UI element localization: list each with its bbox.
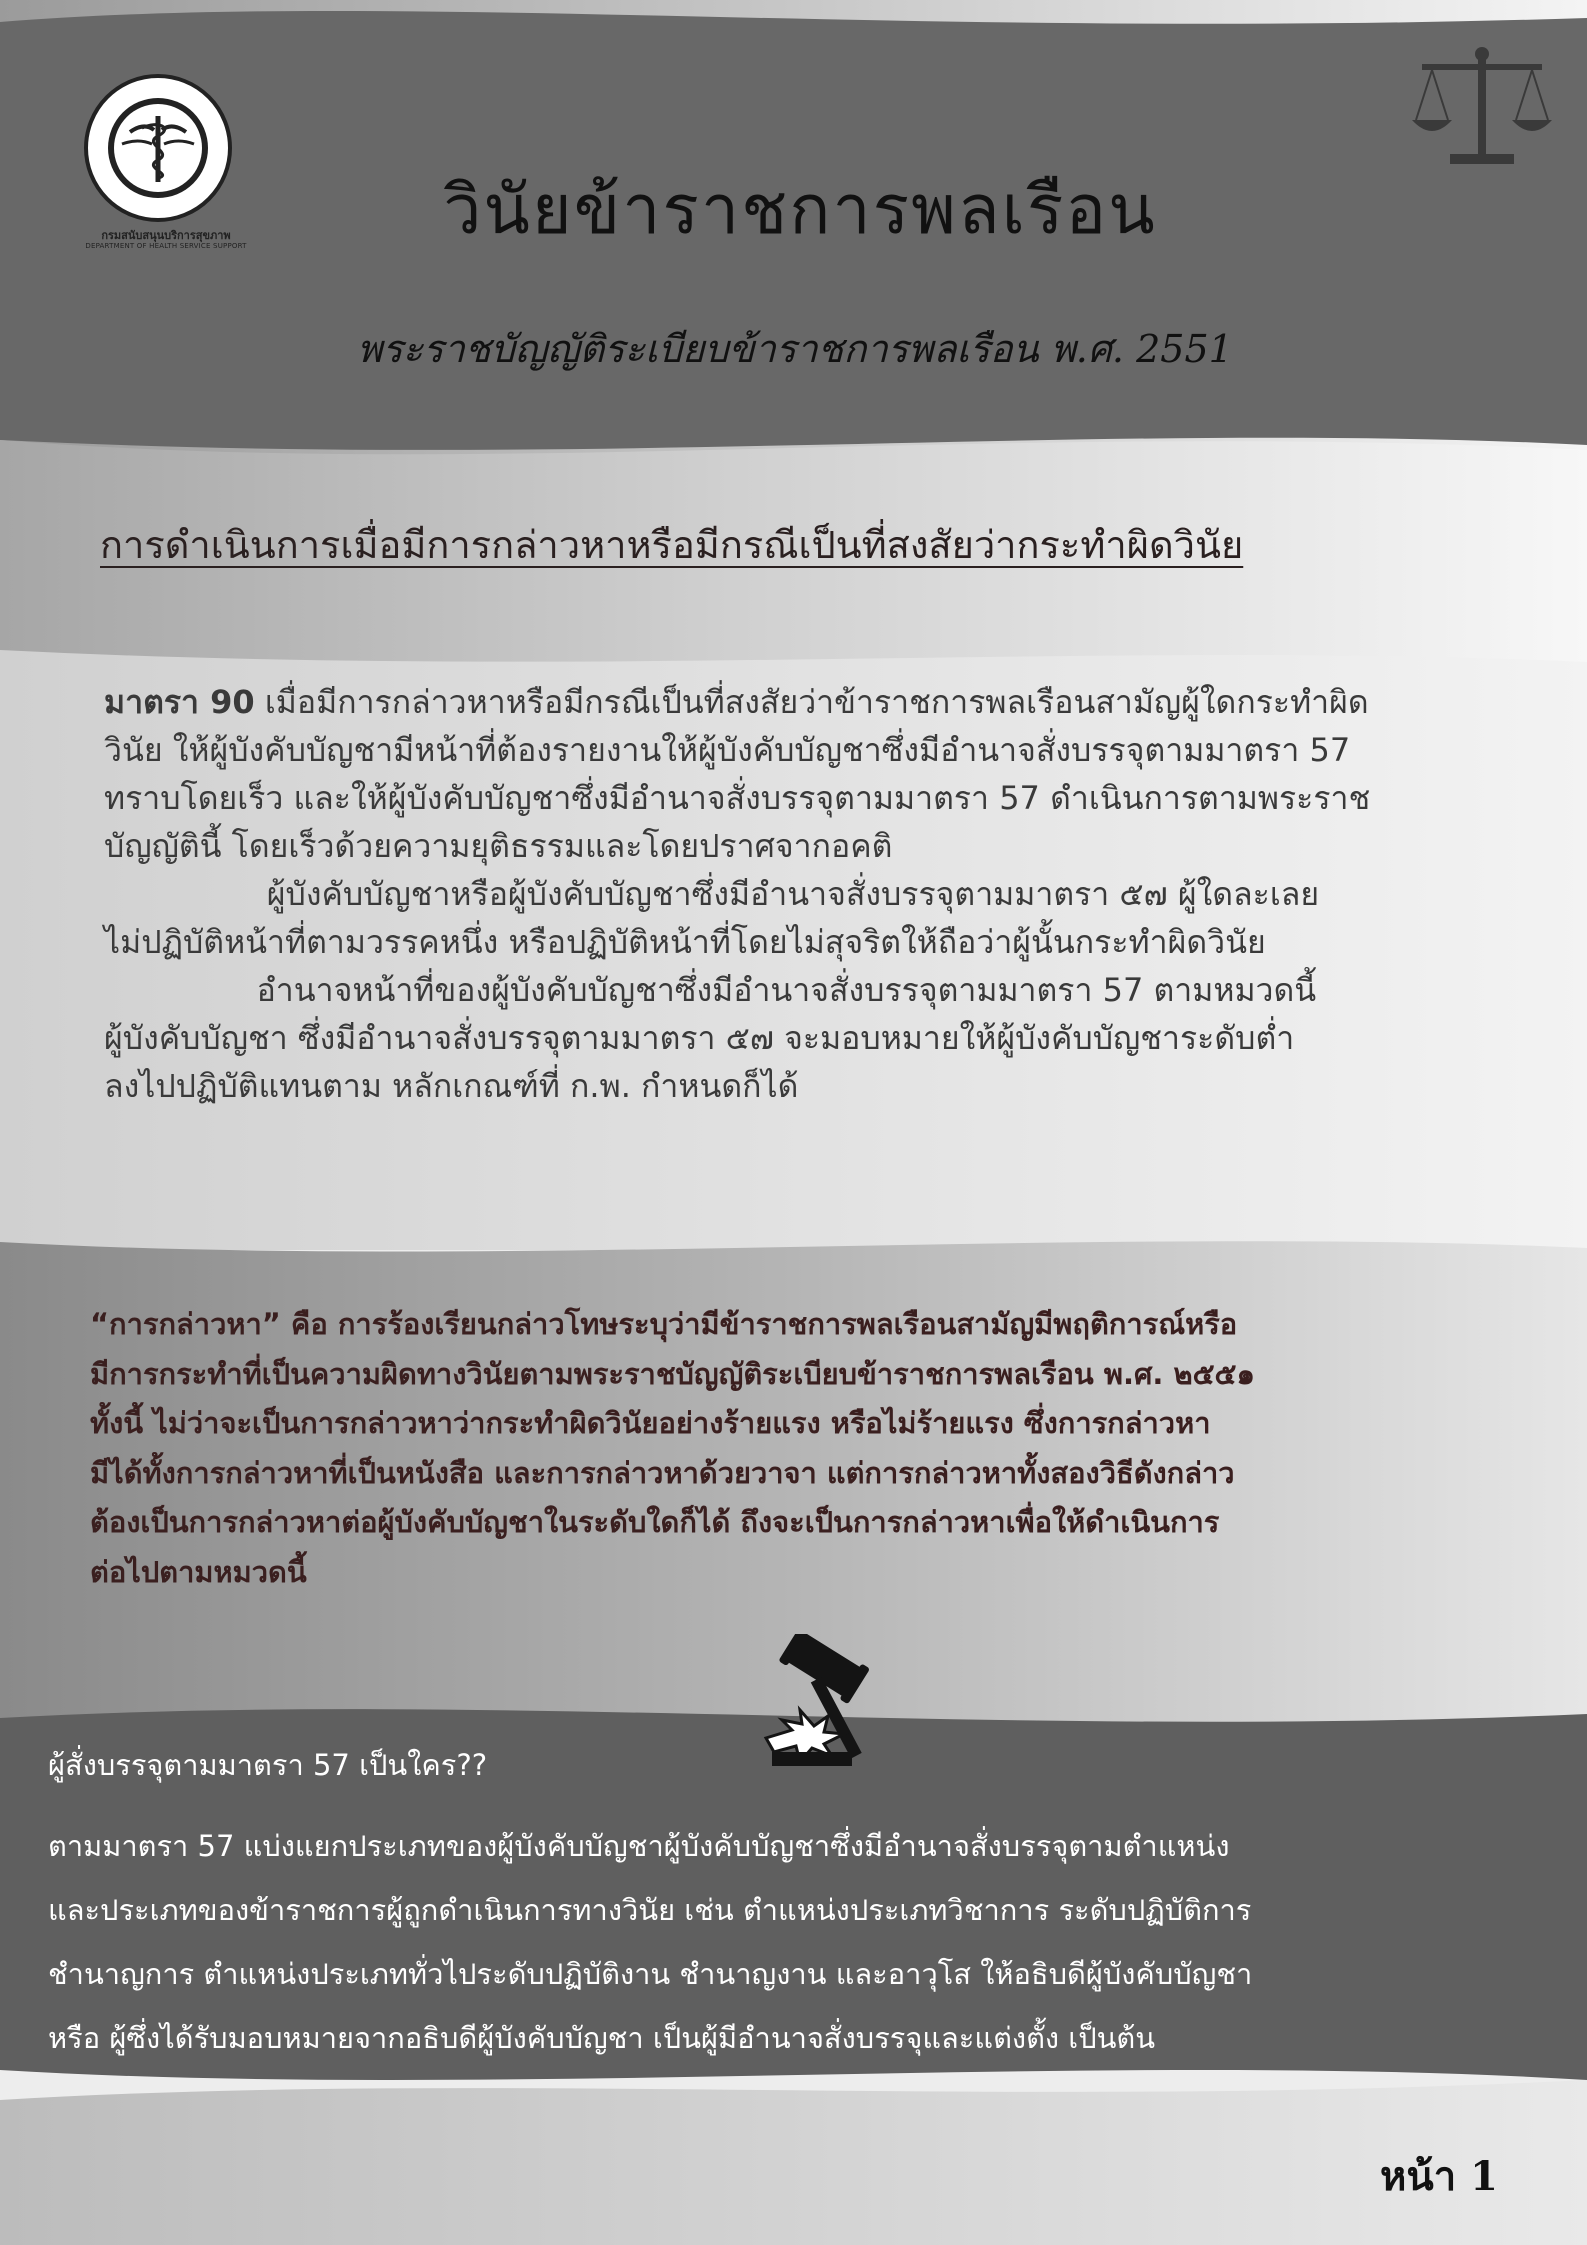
article-line: ผู้บังคับบัญชา ซึ่งมีอำนาจสั่งบรรจุตามมาตรา ๕๗ จะมอบหมายให้ผู้บังคับบัญชาระดับต่ำ	[104, 1019, 1295, 1057]
page-title: วินัยข้าราชการพลเรือน	[443, 171, 1157, 250]
authority-line: ตามมาตรา 57 แบ่งแยกประเภทของผู้บังคับบัญชาผู้บังคับบัญชาซึ่งมีอำนาจสั่งบรรจุตามตำแหน่ง	[48, 1829, 1230, 1863]
authority-line: หรือ ผู้ซึ่งได้รับมอบหมายจากอธิบดีผู้บังคับบัญชา เป็นผู้มีอำนาจสั่งบรรจุและแต่งตั้ง เป็นต้น	[48, 2021, 1156, 2055]
definition-line: มีได้ทั้งการกล่าวหาที่เป็นหนังสือ และการกล่าวหาด้วยวาจา แต่การกล่าวหาทั้งสองวิธีดังกล่าว	[90, 1455, 1235, 1490]
page-subtitle: พระราชบัญญัติระเบียบข้าราชการพลเรือน พ.ศ. 2551	[357, 327, 1233, 371]
authority-line: ชำนาญการ ตำแหน่งประเภททั่วไประดับปฏิบัติงาน ชำนาญงาน และอาวุโส ให้อธิบดีผู้บังคับบัญชา	[48, 1957, 1253, 1991]
authority-line: และประเภทของข้าราชการผู้ถูกดำเนินการทางวินัย เช่น ตำแหน่งประเภทวิชาการ ระดับปฏิบัติการ	[48, 1893, 1252, 1927]
definition-line: ต่อไปตามหมวดนี้	[90, 1554, 307, 1589]
article-line: ทราบโดยเร็ว และให้ผู้บังคับบัญชาซึ่งมีอำนาจสั่งบรรจุตามมาตรา 57 ดำเนินการตามพระราช	[104, 779, 1371, 817]
article-line: บัญญัตินี้ โดยเร็วด้วยความยุติธรรมและโดยปราศจากอคติ	[104, 827, 893, 865]
article-number: มาตรา 90	[104, 683, 255, 721]
article-line: มาตรา 90 เมื่อมีการกล่าวหาหรือมีกรณีเป็นที่สงสัยว่าข้าราชการพลเรือนสามัญผู้ใดกระทำผิด	[104, 683, 1369, 721]
article-line: วินัย ให้ผู้บังคับบัญชามีหน้าที่ต้องรายงานให้ผู้บังคับบัญชาซึ่งมีอำนาจสั่งบรรจุตามมาตรา 57	[104, 731, 1351, 769]
definition-line: ต้องเป็นการกล่าวหาต่อผู้บังคับบัญชาในระดับใดก็ได้ ถึงจะเป็นการกล่าวหาเพื่อให้ดำเนินการ	[90, 1505, 1220, 1539]
authority-section	[48, 1742, 1548, 2070]
article-line: ผู้บังคับบัญชาหรือผู้บังคับบัญชาซึ่งมีอำนาจสั่งบรรจุตามมาตรา ๕๗ ผู้ใดละเลย	[104, 875, 1320, 913]
footer-band	[0, 2060, 1587, 2245]
ministry-caption-en: DEPARTMENT OF HEALTH SERVICE SUPPORT	[85, 242, 247, 250]
article-90	[104, 678, 1544, 1110]
article-line: ไม่ปฏิบัติหน้าที่ตามวรรคหนึ่ง หรือปฏิบัติหน้าที่โดยไม่สุจริตให้ถือว่าผู้นั้นกระทำผิดวินัย	[104, 923, 1266, 961]
ministry-logo	[68, 72, 264, 262]
scale-icon	[1412, 42, 1552, 172]
article-line: ลงไปปฏิบัติแทนตาม หลักเกณฑ์ที่ ก.พ. กำหนดก็ได้	[104, 1067, 799, 1105]
article-line: อำนาจหน้าที่ของผู้บังคับบัญชาซึ่งมีอำนาจสั่งบรรจุตามมาตรา 57 ตามหมวดนี้	[104, 971, 1317, 1009]
definition-line: ทั้งนี้ ไม่ว่าจะเป็นการกล่าวหาว่ากระทำผิดวินัยอย่างร้ายแรง หรือไม่ร้ายแรง ซึ่งการกล่าวหา	[90, 1406, 1211, 1440]
authority-question: ผู้สั่งบรรจุตามมาตรา 57 เป็นใคร??	[48, 1748, 488, 1782]
page-number: หน้า 1	[1380, 2153, 1498, 2200]
section-heading: การดำเนินการเมื่อมีการกล่าวหาหรือมีกรณีเป็นที่สงสัยว่ากระทำผิดวินัย	[100, 523, 1244, 567]
definition-block	[90, 1300, 1550, 1597]
footer-band-shape	[0, 2060, 1587, 2245]
ministry-caption-th: กรมสนับสนุนบริการสุขภาพ	[101, 229, 231, 242]
definition-line: “การกล่าวหา” คือ การร้องเรียนกล่าวโทษระบุว่ามีข้าราชการพลเรือนสามัญมีพฤติการณ์หรือ	[90, 1307, 1238, 1341]
ministry-seal-icon	[72, 72, 260, 222]
definition-line: มีการกระทำที่เป็นความผิดทางวินัยตามพระราชบัญญัติระเบียบข้าราชการพลเรือน พ.ศ. ๒๕๕๑	[90, 1356, 1255, 1391]
